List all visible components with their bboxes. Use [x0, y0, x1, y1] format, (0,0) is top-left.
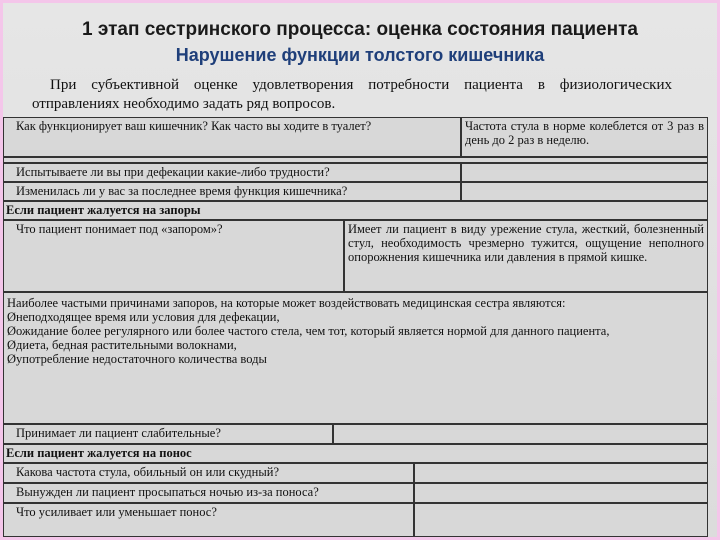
- list-item: Øожидание более регулярного или более частого стела, чем тот, который является нормой для данного пациента,: [7, 324, 610, 338]
- intro-paragraph: [32, 76, 672, 114]
- answer-stool-frequency: Частота стула в норме колеблется от 3 раз в день до 2 раз в неделю.: [461, 117, 708, 157]
- constipation-causes: [3, 292, 708, 424]
- bullet-arrow-icon: Ø: [7, 310, 17, 324]
- constipation-header: Если пациент жалуется на запоры: [3, 201, 708, 220]
- question-stool-frequency: Какова частота стула, обильный он или скудный?: [3, 463, 414, 483]
- intro-text: При субъективной оценке удовлетворения потребности пациента в физиологических отправлениях необходимо задать ряд вопросов.: [32, 77, 672, 112]
- question-constipation-meaning: Что пациент понимает под «запором»?: [3, 220, 344, 292]
- empty-cell: [414, 503, 708, 537]
- answer-constipation-details: Имеет ли пациент в виду урежение стула, жесткий, болезненный стул, необходимость чрезмерно тужится, ощущение неполного опорожнения кишечника или давления в прямой кишке.: [344, 220, 708, 292]
- question-bowel-change: Изменилась ли у вас за последнее время функция кишечника?: [3, 182, 461, 201]
- diarrhea-header: Если пациент жалуется на понос: [3, 444, 708, 463]
- empty-cell: [461, 163, 708, 182]
- bullet-arrow-icon: Ø: [7, 352, 17, 366]
- question-diarrhea-factors: Что усиливает или уменьшает понос?: [3, 503, 414, 537]
- question-laxatives: Принимает ли пациент слабительные?: [3, 424, 333, 444]
- causes-intro: Наиболее частыми причинами запоров, на которые может воздействовать медицинская сестра являются:: [7, 296, 566, 310]
- bullet-arrow-icon: Ø: [7, 324, 17, 338]
- list-item: Øупотребление недостаточного количества воды: [7, 352, 267, 366]
- list-item: Øдиета, бедная растительными волокнами,: [7, 338, 237, 352]
- empty-cell: [461, 182, 708, 201]
- question-night-waking: Вынужден ли пациент просыпаться ночью из-за поноса?: [3, 483, 414, 503]
- question-bowel-function: Как функционирует ваш кишечник? Как часто вы ходите в туалет?: [3, 117, 461, 157]
- empty-cell: [414, 483, 708, 503]
- empty-cell: [414, 463, 708, 483]
- slide-title: 1 этап сестринского процесса: оценка состояния пациента: [82, 19, 638, 40]
- empty-cell: [333, 424, 708, 444]
- question-defecation-difficulty: Испытываете ли вы при дефекации какие-либо трудности?: [3, 163, 461, 182]
- bullet-arrow-icon: Ø: [7, 338, 17, 352]
- list-item: Øнеподходящее время или условия для дефекации,: [7, 310, 280, 324]
- assessment-table: [3, 117, 708, 537]
- slide-subtitle: Нарушение функции толстого кишечника: [175, 45, 545, 65]
